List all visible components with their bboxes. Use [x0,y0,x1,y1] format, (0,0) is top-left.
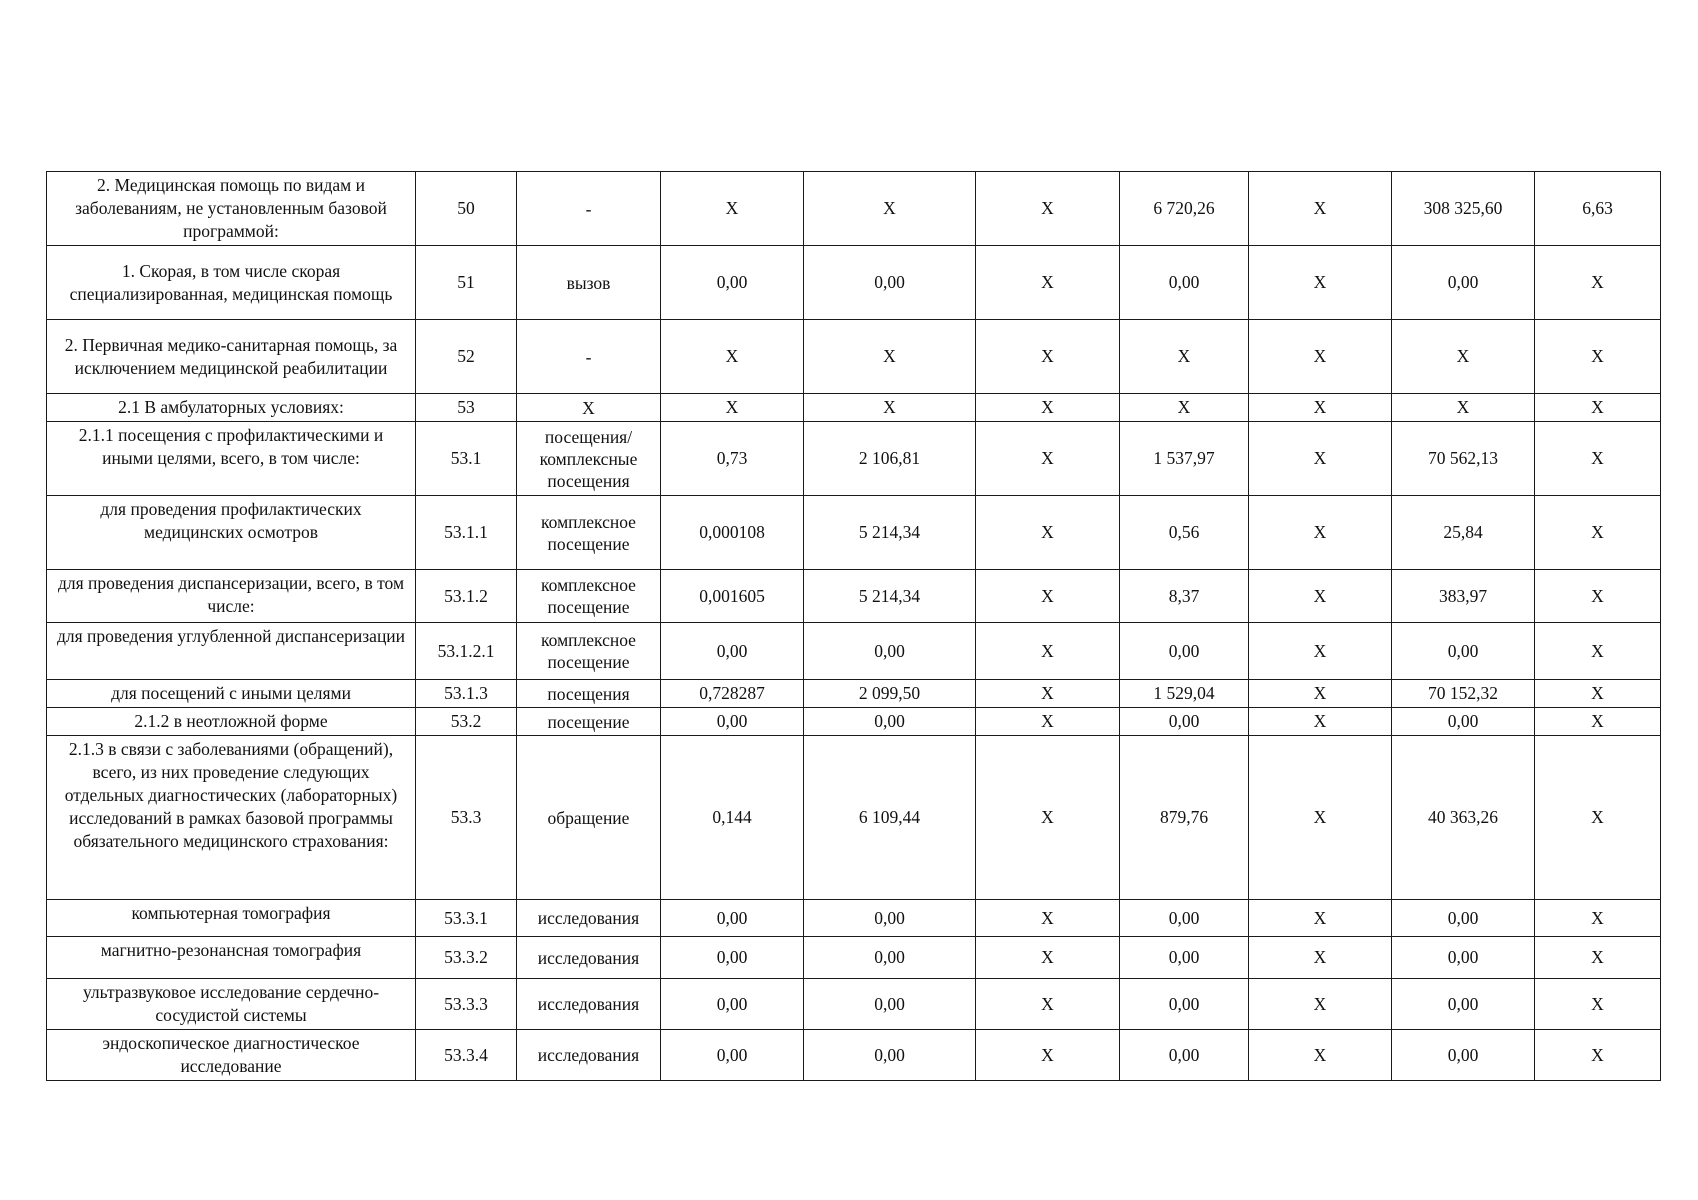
cell-col5: 0,00 [804,979,976,1030]
unit-cell: - [517,320,661,394]
cell-col6: X [976,680,1120,708]
cell-col8: X [1249,320,1392,394]
row-code-cell: 53.3.4 [416,1030,517,1081]
table-row [47,900,1661,937]
cell-col9: X [1392,320,1535,394]
cell-col9: 70 562,13 [1392,422,1535,496]
cell-col8: X [1249,394,1392,422]
row-code-cell: 53 [416,394,517,422]
cell-col6: X [976,736,1120,900]
cell-col4: 0,00 [661,246,804,320]
cell-col4: 0,001605 [661,570,804,623]
table-body [47,172,1661,1081]
cell-col6: X [976,496,1120,570]
table-row [47,708,1661,736]
cell-col9: 308 325,60 [1392,172,1535,246]
table-row [47,422,1661,496]
unit-cell: комплексное посещение [517,496,661,570]
row-code-cell: 51 [416,246,517,320]
cell-col7: 0,00 [1120,708,1249,736]
unit-cell: исследования [517,900,661,937]
row-name-cell: эндоскопическое диагностическое исследование [47,1030,416,1081]
cell-col10: X [1535,900,1661,937]
cell-col6: X [976,937,1120,979]
cell-col7: 0,56 [1120,496,1249,570]
cell-col7: 6 720,26 [1120,172,1249,246]
cell-col5: 5 214,34 [804,496,976,570]
cell-col10: X [1535,246,1661,320]
cell-col9: 0,00 [1392,1030,1535,1081]
row-name-cell: 2. Медицинская помощь по видам и заболеваниям, не установленным базовой программой: [47,172,416,246]
cell-col5: 0,00 [804,623,976,680]
cell-col8: X [1249,680,1392,708]
cell-col10: X [1535,680,1661,708]
cell-col8: X [1249,570,1392,623]
cell-col6: X [976,900,1120,937]
cell-col5: 0,00 [804,900,976,937]
cell-col8: X [1249,496,1392,570]
unit-cell: - [517,172,661,246]
cell-col6: X [976,570,1120,623]
table-row [47,1030,1661,1081]
cell-col7: 1 537,97 [1120,422,1249,496]
row-name-cell: компьютерная томография [47,900,416,937]
cell-col9: 383,97 [1392,570,1535,623]
cell-col4: 0,00 [661,708,804,736]
unit-cell: комплексное посещение [517,623,661,680]
cell-col4: 0,00 [661,623,804,680]
unit-cell: посещения/ комплексные посещения [517,422,661,496]
cell-col4: 0,728287 [661,680,804,708]
cell-col6: X [976,320,1120,394]
unit-cell: комплексное посещение [517,570,661,623]
cell-col10: X [1535,570,1661,623]
cell-col7: 0,00 [1120,623,1249,680]
table-row [47,246,1661,320]
cell-col4: 0,000108 [661,496,804,570]
cell-col7: 0,00 [1120,1030,1249,1081]
row-name-cell: 1. Скорая, в том числе скорая специализированная, медицинская помощь [47,246,416,320]
cell-col9: 0,00 [1392,900,1535,937]
cell-col7: 0,00 [1120,979,1249,1030]
unit-cell: исследования [517,979,661,1030]
row-code-cell: 50 [416,172,517,246]
row-name-cell: 2.1.2 в неотложной форме [47,708,416,736]
cell-col5: X [804,320,976,394]
cell-col7: 1 529,04 [1120,680,1249,708]
table-row [47,979,1661,1030]
table-row [47,937,1661,979]
cell-col4: X [661,394,804,422]
row-name-cell: 2.1 В амбулаторных условиях: [47,394,416,422]
cell-col6: X [976,623,1120,680]
unit-cell: вызов [517,246,661,320]
cell-col8: X [1249,979,1392,1030]
cell-col4: 0,00 [661,900,804,937]
cell-col10: X [1535,422,1661,496]
cell-col9: 70 152,32 [1392,680,1535,708]
cell-col4: 0,73 [661,422,804,496]
cell-col5: 2 099,50 [804,680,976,708]
cell-col9: 0,00 [1392,937,1535,979]
cell-col10: X [1535,496,1661,570]
cell-col8: X [1249,1030,1392,1081]
cell-col5: 6 109,44 [804,736,976,900]
cell-col4: 0,00 [661,979,804,1030]
row-code-cell: 53.1.2 [416,570,517,623]
cell-col9: X [1392,394,1535,422]
cell-col10: X [1535,320,1661,394]
cell-col5: 0,00 [804,708,976,736]
cell-col6: X [976,422,1120,496]
row-code-cell: 52 [416,320,517,394]
unit-cell: обращение [517,736,661,900]
unit-cell: исследования [517,937,661,979]
cell-col4: 0,144 [661,736,804,900]
cell-col10: X [1535,1030,1661,1081]
cell-col9: 40 363,26 [1392,736,1535,900]
table-row [47,570,1661,623]
cell-col8: X [1249,246,1392,320]
cell-col8: X [1249,422,1392,496]
cell-col5: 0,00 [804,246,976,320]
row-name-cell: 2.1.1 посещения с профилактическими и иными целями, всего, в том числе: [47,422,416,496]
cell-col8: X [1249,736,1392,900]
row-code-cell: 53.3.2 [416,937,517,979]
row-code-cell: 53.2 [416,708,517,736]
table-row [47,172,1661,246]
table-row [47,623,1661,680]
row-name-cell: 2.1.3 в связи с заболеваниями (обращений), всего, из них проведение следующих отдельных диагностических (лабораторных) исследований в рамках базовой программы обязательного медицинского страхования: [47,736,416,900]
cell-col9: 0,00 [1392,623,1535,680]
cell-col9: 25,84 [1392,496,1535,570]
row-name-cell: для проведения диспансеризации, всего, в том числе: [47,570,416,623]
cell-col7: 0,00 [1120,937,1249,979]
cell-col8: X [1249,708,1392,736]
cell-col10: X [1535,623,1661,680]
row-name-cell: для проведения углубленной диспансеризации [47,623,416,680]
cell-col10: X [1535,937,1661,979]
row-code-cell: 53.3.3 [416,979,517,1030]
row-name-cell: для посещений с иными целями [47,680,416,708]
cell-col10: X [1535,708,1661,736]
cell-col9: 0,00 [1392,979,1535,1030]
unit-cell: посещения [517,680,661,708]
cell-col4: 0,00 [661,1030,804,1081]
row-name-cell: ультразвуковое исследование сердечно-сосудистой системы [47,979,416,1030]
cell-col5: X [804,172,976,246]
cell-col6: X [976,979,1120,1030]
cell-col5: 0,00 [804,937,976,979]
row-code-cell: 53.3.1 [416,900,517,937]
cell-col9: 0,00 [1392,708,1535,736]
unit-cell: исследования [517,1030,661,1081]
cell-col6: X [976,172,1120,246]
row-code-cell: 53.1.2.1 [416,623,517,680]
row-name-cell: для проведения профилактических медицинских осмотров [47,496,416,570]
row-name-cell: 2. Первичная медико-санитарная помощь, за исключением медицинской реабилитации [47,320,416,394]
cell-col7: 0,00 [1120,900,1249,937]
unit-cell: посещение [517,708,661,736]
cell-col5: 5 214,34 [804,570,976,623]
table-row [47,320,1661,394]
cell-col6: X [976,394,1120,422]
data-table [46,171,1661,1081]
cell-col10: 6,63 [1535,172,1661,246]
cell-col8: X [1249,172,1392,246]
cell-col10: X [1535,736,1661,900]
cell-col5: 0,00 [804,1030,976,1081]
cell-col6: X [976,708,1120,736]
cell-col8: X [1249,900,1392,937]
cell-col7: 0,00 [1120,246,1249,320]
row-code-cell: 53.1.3 [416,680,517,708]
row-code-cell: 53.3 [416,736,517,900]
table-row [47,680,1661,708]
cell-col10: X [1535,394,1661,422]
table-row [47,736,1661,900]
cell-col7: 879,76 [1120,736,1249,900]
cell-col10: X [1535,979,1661,1030]
cell-col7: X [1120,394,1249,422]
unit-cell: X [517,394,661,422]
table-row [47,394,1661,422]
cell-col5: 2 106,81 [804,422,976,496]
cell-col6: X [976,1030,1120,1081]
cell-col4: X [661,320,804,394]
cell-col6: X [976,246,1120,320]
cell-col9: 0,00 [1392,246,1535,320]
row-code-cell: 53.1.1 [416,496,517,570]
table-row [47,496,1661,570]
cell-col8: X [1249,623,1392,680]
cell-col5: X [804,394,976,422]
row-name-cell: магнитно-резонансная томография [47,937,416,979]
row-code-cell: 53.1 [416,422,517,496]
cell-col7: X [1120,320,1249,394]
cell-col7: 8,37 [1120,570,1249,623]
cell-col4: 0,00 [661,937,804,979]
cell-col8: X [1249,937,1392,979]
cell-col4: X [661,172,804,246]
